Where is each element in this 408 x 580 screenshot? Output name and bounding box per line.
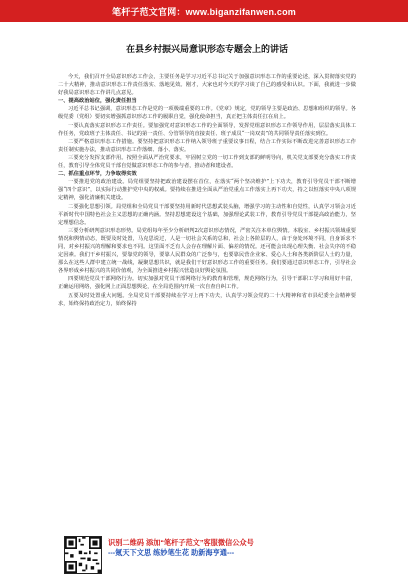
footer-line-2: ---氪天下文思 练妙笔生花 助新海亨通--- — [108, 548, 235, 557]
document-body — [58, 73, 356, 308]
section-heading: 二、抓住重点环节，力争取得实效 — [58, 171, 137, 178]
footer-line-1 — [108, 538, 328, 548]
paragraph: 二要强化思想引领。局党组和全局党员干部要坚持用新时代思想武装头脑，增强学习的主动性和自觉性，认真学习领会习近平新时代中国特色社会主义思想的正确内涵。坚持思想建设这个基础，加强理论武装工作，教育引导党员干部提高政治能力，坚定理想信念。 — [58, 203, 356, 226]
footer-text — [108, 538, 328, 558]
footer-scan-label: 识别二维码 — [108, 538, 144, 547]
paragraph: 五要及时处置重大问题。全局党员干部要持续在学习上再下功夫，认真学习领会党的二十大精神和省市县纪委全会精神要求，始终保持政治定力，始终保持 — [58, 292, 356, 307]
footer — [0, 522, 408, 580]
document-title: 在县乡村振兴局意识形态专题会上的讲话 — [125, 45, 288, 55]
paragraph: 四要规范党员干部网络行为。切实加强对党员干部网络行为的教育和管理，规范网络行为，引导干部职工学习和用好丰富，正确运用网络，强化网上正面思想舆论，在全局范围内开展一次自查自纠工作。 — [58, 276, 356, 291]
section-heading: 一、提高政治站位，强化责任担当 — [58, 98, 137, 105]
paragraph: 一要认真落实意识形态工作责任。要加强党对意识形态工作的全面领导，发挥党组意识形态工作领导作用，层层落实具体工作任务，党政班子主体责任、书记的第一责任、分管领导的直接责任、班子成员“一岗双责”的共同领导责任落实到位。 — [58, 122, 356, 137]
site-banner-text: 笔杆子范文官网：www.biganzifanwen.com — [112, 6, 296, 17]
paragraph: 二要严格意识形态工作措施。要坚持把意识形态工作纳入领导班子重要议事日程，结合工作实际不断改进完善意识形态工作责任制实施办法，推动意识形态工作落细、落小、落实。 — [58, 138, 356, 153]
qr-code-icon — [64, 536, 102, 574]
footer-add-service: 添加“笔杆子范文”客服微信公众号 — [145, 538, 254, 547]
site-banner — [0, 0, 408, 22]
paragraph: 三要充分发挥支部作用。按照全面从严治党要求，牢固树立党的一切工作到支部的鲜明导向，机关党支部要充分落实工作责任，教育引导全体党员干部自觉做意识形态工作的参与者，推动者和建设者。 — [58, 154, 356, 170]
paragraph: 习近平总书记强调，意识形态工作是党的一项极端重要的工作。《党章》规定，党的领导主要是政治、思想和组织的领导。各级党委（党组）要切实增强抓意识形态工作的履职自觉，强化使命担当，真正把主体责任扛在肩上。 — [58, 106, 356, 121]
document-page — [58, 42, 356, 308]
paragraph: 一要推进党的政治建设。局党组要坚持把政治建设摆在首位，在落实“两个坚决维护”上下功夫，教育引导党员干部不断增强“四个意识”，以实际行动推护党中央的权威。要持续在推进全面从严治党重点工作落实上再下功夫，持之以恒落实中央八项规定精神，强化清廉机关建设。 — [58, 179, 356, 202]
paragraph: 三要分析研判意识形态形势。局党组每年至少分析研判2次意识形态情况，严密关注本单位舆情。本股室、乡村振兴领域重要情况和舆情动态，既要及时处置，马克思说过，人是一切社会关系的总和，社会上各阶层的人，由于身处环境不同，自身诉求不同，对乡村振兴的理解和要求也不同。这里面不乏有人会存在理解片面、偏差的情况。还可能会出现心理失衡、社会失序的不稳定因素。我们干乡村振兴，要靠党的领导，要靠人民群众的广泛参与，也要靠民营企业家、爱心人士和各类新阶层人士的力量，那么在这些人群中建立统一战线，凝聚思想共识，就是我们干好意识形态工作的重要任务。我们要通过意识形态工作，引导社会各界形成乡村振兴的共同价值观，为全面推进乡村振兴营造良好舆论氛围。 — [58, 227, 356, 275]
paragraph: 今天，我们召开全局意识形态工作会，主要任务是学习习近平总书记关于加强意识形态工作的重要论述，深入贯彻落实党的二十大精神，推动意识形态工作责任落实、落地见效。刚才，大家也对今天的学习谈了自己的感受和认识。下面，我就进一步做好我局意识形态工作讲几点意见。 — [58, 74, 356, 97]
